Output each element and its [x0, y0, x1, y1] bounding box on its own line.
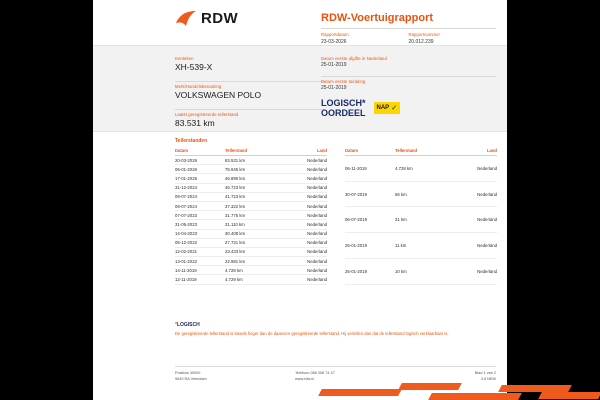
cell-land: Nederland [277, 201, 327, 210]
footer-version: 3.5 NEW [480, 376, 496, 381]
table-row [175, 174, 327, 183]
divider [321, 76, 496, 77]
divider [175, 109, 325, 110]
col-datum: Datum [345, 148, 395, 156]
cell-datum: 25-01-2019 [345, 258, 395, 284]
odometer-value: 83.531 km [175, 118, 215, 128]
cell-datum: 14-04-2023 [175, 229, 225, 238]
cell-datum: 31-12-2024 [175, 183, 225, 192]
cell-tellerstand: 75.945 km [225, 165, 277, 174]
cell-datum: 17-01-2025 [175, 174, 225, 183]
footer-contact [295, 371, 415, 382]
document-page [93, 0, 507, 400]
table-row [345, 258, 497, 284]
nap-badge [374, 102, 401, 114]
footnote-text: De geregistreerde tellerstand is steeds hoger dan de daarvoor geregistreerde tellerstand. Hij vertellen dan dat de tellerstand logisch verklaarbaar is. [175, 331, 449, 336]
footer-page-number: Blad 1 van 2 [474, 371, 496, 375]
first-admission-value: 25-01-2019 [321, 62, 347, 68]
cell-land: Nederland [447, 258, 497, 284]
cell-land: Nederland [277, 156, 327, 165]
cell-tellerstand: 46.723 km [225, 183, 277, 192]
table-row [175, 275, 327, 284]
document-header [93, 0, 507, 46]
cell-tellerstand: 31.110 km [225, 220, 277, 229]
table-row [345, 181, 497, 207]
cell-datum: 12-11-2019 [175, 275, 225, 284]
table-row [175, 183, 327, 192]
cell-tellerstand: 11 km [395, 233, 447, 259]
cell-datum: 31-05-2023 [175, 220, 225, 229]
verdict-text [321, 98, 366, 118]
first-admission-label: Datum eerste afgifte in Nederland [321, 56, 387, 61]
cell-land: Nederland [447, 156, 497, 182]
col-datum: Datum [175, 148, 225, 156]
cell-land: Nederland [447, 181, 497, 207]
odometer-label: Laatst geregistreerde tellerstand [175, 112, 239, 117]
cell-datum: 30-07-2019 [345, 181, 395, 207]
cell-land: Nederland [277, 165, 327, 174]
verdict-block [321, 98, 400, 118]
rdw-logo-text: RDW [201, 10, 239, 27]
cell-tellerstand: 4.729 km [225, 275, 277, 284]
cell-datum: 20-03-2026 [175, 156, 225, 165]
table-row [175, 192, 327, 201]
table-row [345, 233, 497, 259]
cell-land: Nederland [277, 247, 327, 256]
col-land: Land [277, 148, 327, 156]
plate-value: XH-539-X [175, 62, 213, 72]
rdw-flame-icon [175, 10, 197, 28]
report-date [321, 32, 409, 45]
first-registration-value: 25-01-2019 [321, 85, 347, 91]
cell-tellerstand: 10 km [395, 258, 447, 284]
cell-tellerstand: 23.433 km [225, 247, 277, 256]
cell-datum: 06-07-2019 [345, 207, 395, 233]
cell-land: Nederland [447, 233, 497, 259]
cell-tellerstand: 4.728 km [395, 156, 447, 182]
cell-tellerstand: 22.981 km [225, 257, 277, 266]
cell-tellerstand: 41.723 km [225, 192, 277, 201]
vehicle-info-left [175, 56, 325, 137]
model-label: Merk/Handelsbenaming [175, 84, 222, 89]
divider [175, 81, 325, 82]
cell-tellerstand: 31.775 km [225, 211, 277, 220]
report-date-value: 23-03-2026 [321, 39, 347, 45]
cell-land: Nederland [277, 174, 327, 183]
plate-label: Kenteken [175, 56, 194, 61]
odometer-table-left [175, 148, 327, 285]
footnote-title [175, 322, 496, 328]
col-tellerstand: Tellerstand [225, 148, 277, 156]
cell-datum: 12-02-2021 [175, 247, 225, 256]
table-row [175, 201, 327, 210]
verdict-line-2: OORDEEL [321, 108, 366, 118]
report-title: RDW-Voertuigrapport [321, 12, 434, 24]
table-header-row [175, 148, 327, 156]
cell-datum: 09-07-2024 [175, 192, 225, 201]
odometer-table-right [345, 148, 497, 285]
footnote-star: * [175, 322, 177, 328]
cell-tellerstand: 37.322 km [225, 201, 277, 210]
first-registration-label: Datum eerste toelating [321, 79, 366, 84]
table-row [175, 238, 327, 247]
cell-datum: 09-07-2024 [175, 201, 225, 210]
cell-tellerstand: 83.531 km [225, 156, 277, 165]
col-land: Land [447, 148, 497, 156]
cell-tellerstand: 66 km [395, 181, 447, 207]
cell-tellerstand: 31 km [395, 207, 447, 233]
footer-website[interactable]: www.rdw.nl [295, 376, 314, 381]
cell-land: Nederland [277, 275, 327, 284]
cell-tellerstand: 4.728 km [225, 266, 277, 275]
document-footer [175, 366, 496, 382]
nap-badge-label: NAP [376, 105, 390, 111]
table-row [175, 220, 327, 229]
cell-tellerstand: 46.890 km [225, 174, 277, 183]
table-row [175, 211, 327, 220]
odometer-section [93, 132, 507, 283]
cell-land: Nederland [277, 238, 327, 247]
cell-datum: 07-07-2023 [175, 211, 225, 220]
cell-datum: 06-11-2019 [345, 156, 395, 182]
cell-land: Nederland [277, 211, 327, 220]
footnote [175, 322, 496, 337]
footnote-title-text: LOGISCH [176, 322, 200, 328]
report-number-label: Rapportnummer [408, 32, 441, 37]
vehicle-info-block [93, 46, 507, 132]
cell-land: Nederland [277, 229, 327, 238]
table-row [175, 165, 327, 174]
report-number [409, 32, 497, 45]
footer-address [175, 371, 295, 382]
cell-tellerstand: 30.408 km [225, 229, 277, 238]
cell-land: Nederland [277, 266, 327, 275]
footer-pagination [415, 371, 496, 382]
footer-phone: Telefoon 088 008 74 47 [295, 371, 335, 375]
table-row [345, 207, 497, 233]
cell-land: Nederland [447, 207, 497, 233]
report-meta [321, 28, 496, 45]
cell-land: Nederland [277, 257, 327, 266]
table-row [175, 266, 327, 275]
cell-tellerstand: 27.721 km [225, 238, 277, 247]
cell-datum: 05-12-2022 [175, 238, 225, 247]
cell-land: Nederland [277, 192, 327, 201]
cell-datum: 13-01-2022 [175, 257, 225, 266]
footer-address-line-1: Postbus 30000 [175, 371, 201, 375]
section-title: Tellerstanden [175, 138, 208, 144]
cell-land: Nederland [277, 183, 327, 192]
report-number-value: 20.012.239 [408, 39, 434, 45]
table-header-row [345, 148, 497, 156]
odometer-tables [175, 148, 496, 285]
col-tellerstand: Tellerstand [395, 148, 447, 156]
report-date-label: Rapportdatum [321, 32, 349, 37]
cell-datum: 25-01-2019 [345, 233, 395, 259]
model-value: VOLKSWAGEN POLO [175, 90, 262, 100]
vehicle-info-right [321, 56, 496, 99]
cell-datum: 06-01-2026 [175, 165, 225, 174]
check-icon: ✓ [391, 105, 398, 112]
cell-datum: 14-11-2019 [175, 266, 225, 275]
table-row [175, 229, 327, 238]
footer-address-line-2: 9640 RA Veendam [175, 376, 207, 381]
table-row [175, 257, 327, 266]
verdict-line-1: LOGISCH* [321, 98, 366, 108]
table-row [175, 247, 327, 256]
table-row [175, 156, 327, 165]
table-row [345, 156, 497, 182]
cell-land: Nederland [277, 220, 327, 229]
